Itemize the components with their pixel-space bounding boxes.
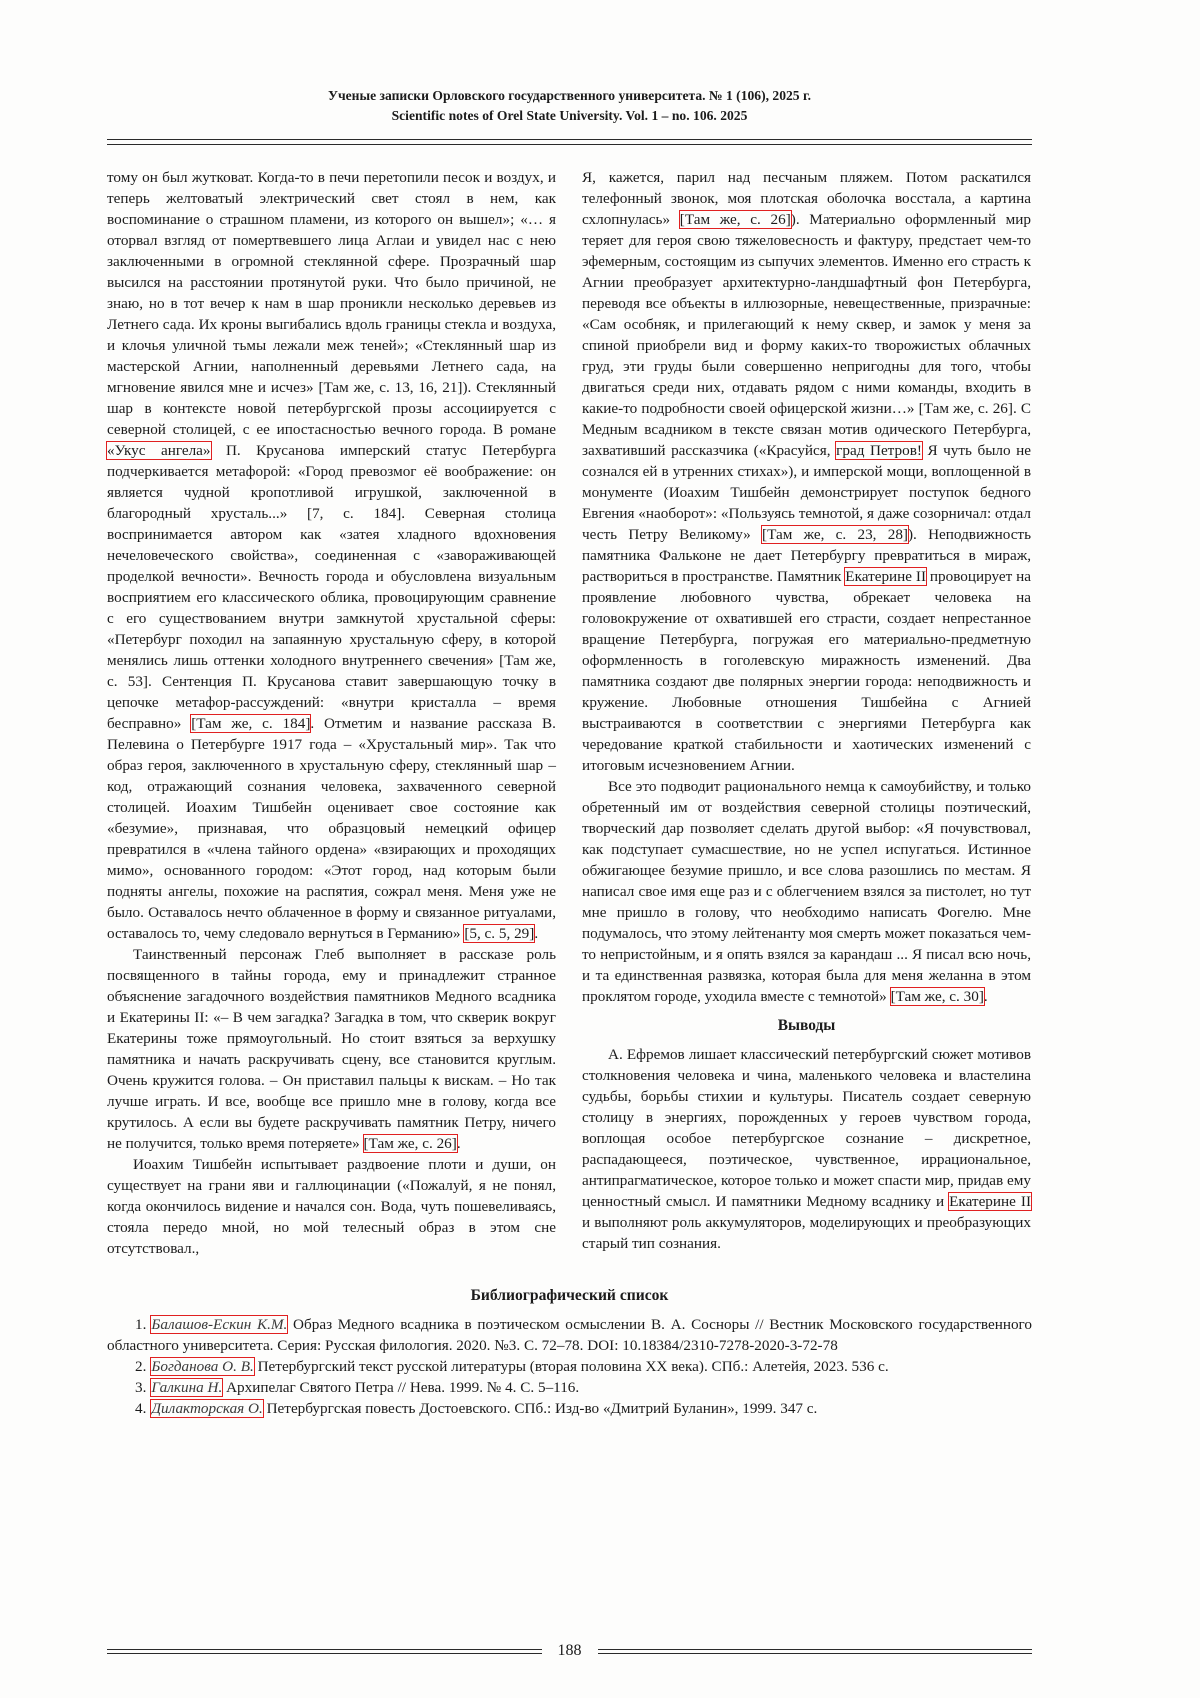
citation-link[interactable]: [Там же, с. 30]: [890, 987, 984, 1005]
paragraph: А. Ефремов лишает классический петербургский сюжет мотивов столкновения человека и чина, маленького человека и властелина судьбы, борьбы стихии и культуры. Писатель создает северную столицу в энергиях, порожденных у героев чувством города, воплощая особое петербургское сознание – дискретное, распадающееся, поэтическое, чувственное, иррациональное, антипрагматическое, которое только и может спасти мир, придав ему ценностный смысл. И памятники Медному всаднику и Екатерине II и выполняют роль аккумуляторов, моделирующих и преобразующих старый тип сознания.: [582, 1045, 1031, 1252]
citation-link[interactable]: Екатерине II: [949, 1192, 1031, 1210]
reference-text: Образ Медного всадника в поэтическом осмыслении В. А. Сосноры // Вестник Московского государственного областного университета. Серия: Русская филология. 2020. №3. С. 72–78. DOI: 10.18384/2310-7278-2020-3-72-78: [107, 1315, 1033, 1354]
paragraph: Иоахим Тишбейн испытывает раздвоение плоти и души, он существует на грани яви и галлюцинации («Пожалуй, я не понял, когда окончилось видение и начался сон. Вода, чуть пошевеливаясь, стояла передо мной, но мой телесный образ в этом сне отсутствовал.,: [107, 1155, 556, 1257]
reference-item: [107, 1398, 1032, 1419]
paragraph: Таинственный персонаж Глеб выполняет в рассказе роль посвященного в тайны города, ему и принадлежит странное объяснение загадочного воздействия памятников Медного всадника и Екатерины II: «– В чем загадка? Загадка в том, что скверик вокруг Екатерины тоже прямоугольный. Но стоит взяться за верхушку памятника и начать раскручивать сцену, все становится круглым. Очень кружится голова. – Он приставил пальцы к вискам. – Но так лучше играть. И все, вообще все пришло мне в голову, когда все крутилось. А если вы будете раскручивать памятник Петру, ничего не получится, только время потеряете» [Там же, с. 26].: [107, 945, 556, 1152]
paragraph: Я, кажется, парил над песчаным пляжем. Потом раскатился телефонный звонок, моя плотская оболочка восстала, а картина схлопнулась» [Там же, с. 26]). Материально оформленный мир теряет для героя свою тяжеловесность и фактуру, предстает чем-то эфемерным, состоящим из сыпучих элементов. Именно его страсть к Агнии преобразует архитектурно-ландшафтный фон Петербурга, переводя все объекты в иллюзорные, невещественные, призрачные: «Сам особняк, и прилегающий к нему сквер, и замок у меня за спиной приобрели вид и форму каких-то творожистых облачных груд, эти груды были совершенно непригодны для того, чтобы двигаться среди них, отдавать рядом с ними команды, входить в какие-то подробности своей офицерской жизни…» [Там же, с. 26]. С Медным всадником в тексте связан мотив одического Петербурга, захвативший рассказчика («Красуйся, град Петров! Я чуть было не сознался ей в утренних стихах»), и имперской мощи, воплощенной в монументе (Иоахим Тишбейн демонстрирует поступок бедного Евгения «наоборот»: «Пользуясь темнотой, я даже созорничал: отдал честь Петру Великому» [Там же, с. 23, 28]). Неподвижность памятника Фальконе не дает Петербургу превратиться в мираж, раствориться в пространстве. Памятник Екатерине II провоцирует на проявление любовного чувства, обрекает человека на головокружение от охватившей его страсти, создает непрестанное вращение Петербурга, погружая его материально-предметную оформленность в гоголевскую миражность изменений. Два памятника создают две полярных энергии города: неподвижность и кружение. Любовные отношения Тишбейна с Агнией выстраиваются в соответствии с энергиями Петербурга как чередование краткой стабильности и хаотических изменений с итоговым исчезновением Агнии.: [582, 168, 1032, 774]
citation-link[interactable]: [Там же, с. 184]: [191, 714, 311, 732]
reference-number: 3.: [135, 1378, 147, 1396]
paragraph: Все это подводит рационального немца к самоубийству, и только обретенный им от воздействия северной столицы поэтический, творческий дар позволяет сделать другой выбор: «Я почувствовал, как подступает сумасшествие, но не успел испугаться. Истинное обжигающее безумие пришло, и все слова разошлись по местам. Я написал свое имя еще раз и с облегчением взялся за пистолет, но тут мне пришло в голову, что необходимо написать Фогелю. Мне подумалось, что этому лейтенанту моя смерть может показаться чем-то непристойным, и я опять взялся за карандаш ... Я писал всю ночь, и та единственная развязка, которая была для меня желанна в этом проклятом городе, уходила вместе с темнотой» [Там же, с. 30].: [582, 777, 1031, 1005]
bibliography-heading: Библиографический список: [470, 1286, 669, 1304]
reference-author-link[interactable]: Балашов-Ескин К.М.: [151, 1315, 288, 1333]
citation-link[interactable]: град Петров!: [836, 441, 922, 459]
reference-text: Петербургская повесть Достоевского. СПб.: Изд-во «Дмитрий Буланин», 1999. 347 с.: [262, 1399, 818, 1417]
page-number: 188: [557, 1642, 582, 1659]
conclusions-heading: Выводы: [777, 1016, 836, 1034]
citation-link[interactable]: «Укус ангела»: [107, 441, 211, 459]
citation-link[interactable]: [Там же, с. 26]: [363, 1134, 457, 1152]
citation-link[interactable]: [Там же, с. 23, 28]: [762, 525, 908, 543]
page-header: [107, 86, 1032, 145]
left-column: [107, 167, 556, 1259]
citation-link[interactable]: Екатерине II: [845, 567, 927, 585]
reference-number: 2.: [135, 1357, 147, 1375]
reference-text: Архипелаг Святого Петра // Нева. 1999. № 4. С. 5–116.: [222, 1378, 580, 1396]
article-body: [107, 167, 1032, 1259]
reference-text: Петербургский текст русской литературы (вторая половина XX века). СПб.: Алетейя, 2023. 536 с.: [253, 1357, 889, 1375]
footer-rule-right: [598, 1649, 1033, 1654]
reference-author-link[interactable]: Галкина Н.: [151, 1378, 223, 1396]
right-column: [582, 167, 1031, 1259]
journal-title-ru: Ученые записки Орловского государственного университета. № 1 (106), 2025 г.: [327, 88, 812, 103]
reference-item: [107, 1314, 1032, 1356]
citation-link[interactable]: [5, с. 5, 29]: [464, 924, 535, 942]
reference-number: 1.: [135, 1315, 147, 1333]
footer-rule-left: [107, 1649, 542, 1654]
paragraph: тому он был жутковат. Когда-то в печи перетопили песок и воздух, и теперь желтоватый электрический свет стоял в нем, как воспоминание о страшном пламени, из которого он вышел»; «… я оторвал взгляд от помертвевшего лица Аглаи и увидел нас с нею заключенными в огромной стеклянной сфере. Прозрачный шар высился на расстоянии протянутой руки. Что было причиной, не знаю, но в тот вечер к нам в шар проникли несколько деревьев из Летнего сада. Их кроны выгибались вдоль границы стекла и воздуха, и клочья уличной тьмы лежали меж теней»; «Стеклянный шар из мастерской Агнии, наполненный деревьями Летнего сада, на мгновение явился мне и исчез» [Там же, с. 13, 16, 21]). Стеклянный шар в контексте новой петербургской прозы ассоциируется с северной столицей, с ее ипостасностью вечного города. В романе «Укус ангела» П. Крусанова имперский статус Петербурга подчеркивается метафорой: «Город превозмог её воображение: он является чудной кропотливой игрушкой, заключенной в благородный хрусталь...» [7, с. 184]. Северная столица воспринимается автором как «затея хладного вдохновения нечеловеческого свойства», соединенная с «завораживающей проделкой вечности». Вечность города и обусловлена визуальным восприятием его классического облика, провоцирующим сравнение с его существованием внутри замкнутой хрустальной сферы: «Петербург походил на запаянную хрустальную сферу, в которой менялись лишь оттенки холодного внутреннего свечения» [Там же, с. 53]. Сентенция П. Крусанова ставит завершающую точку в цепочке метафор-рассуждений: «внутри кристалла – время бесправно» [Там же, с. 184]. Отметим и название рассказа В. Пелевина о Петербурге 1917 года – «Хрустальный мир». Так что образ героя, заключенного в хрустальную сферу, стеклянный шар – код, отражающий сознания человека, захваченного северной столицей. Иоахим Тишбейн оценивает свое состояние как «безумие», признавая, что образцовый немецкий офицер превратился в «члена тайного ордена» «взирающих и проходящих мимо», основанного городом: «Этот город, над которым были подняты ангелы, похожие на распятия, сожрал меня. Меня уже не было. Оставалось нечто облаченное в форму и связанное ритуалами, оставалось то, чему следовало вернуться в Германию» [5, с. 5, 29].: [107, 168, 556, 942]
header-divider-rule: [107, 139, 1032, 145]
citation-link[interactable]: [Там же, с. 26]: [679, 210, 791, 228]
reference-number: 4.: [135, 1399, 147, 1417]
reference-item: [107, 1377, 1032, 1398]
reference-item: [107, 1356, 1032, 1377]
page-footer: [107, 1642, 1032, 1660]
journal-title-en: Scientific notes of Orel State University. Vol. 1 – no. 106. 2025: [391, 108, 748, 124]
reference-author-link[interactable]: Дилакторская О.: [151, 1399, 263, 1417]
bibliography-section: [107, 1285, 1032, 1419]
reference-author-link[interactable]: Богданова О. В.: [151, 1357, 254, 1375]
